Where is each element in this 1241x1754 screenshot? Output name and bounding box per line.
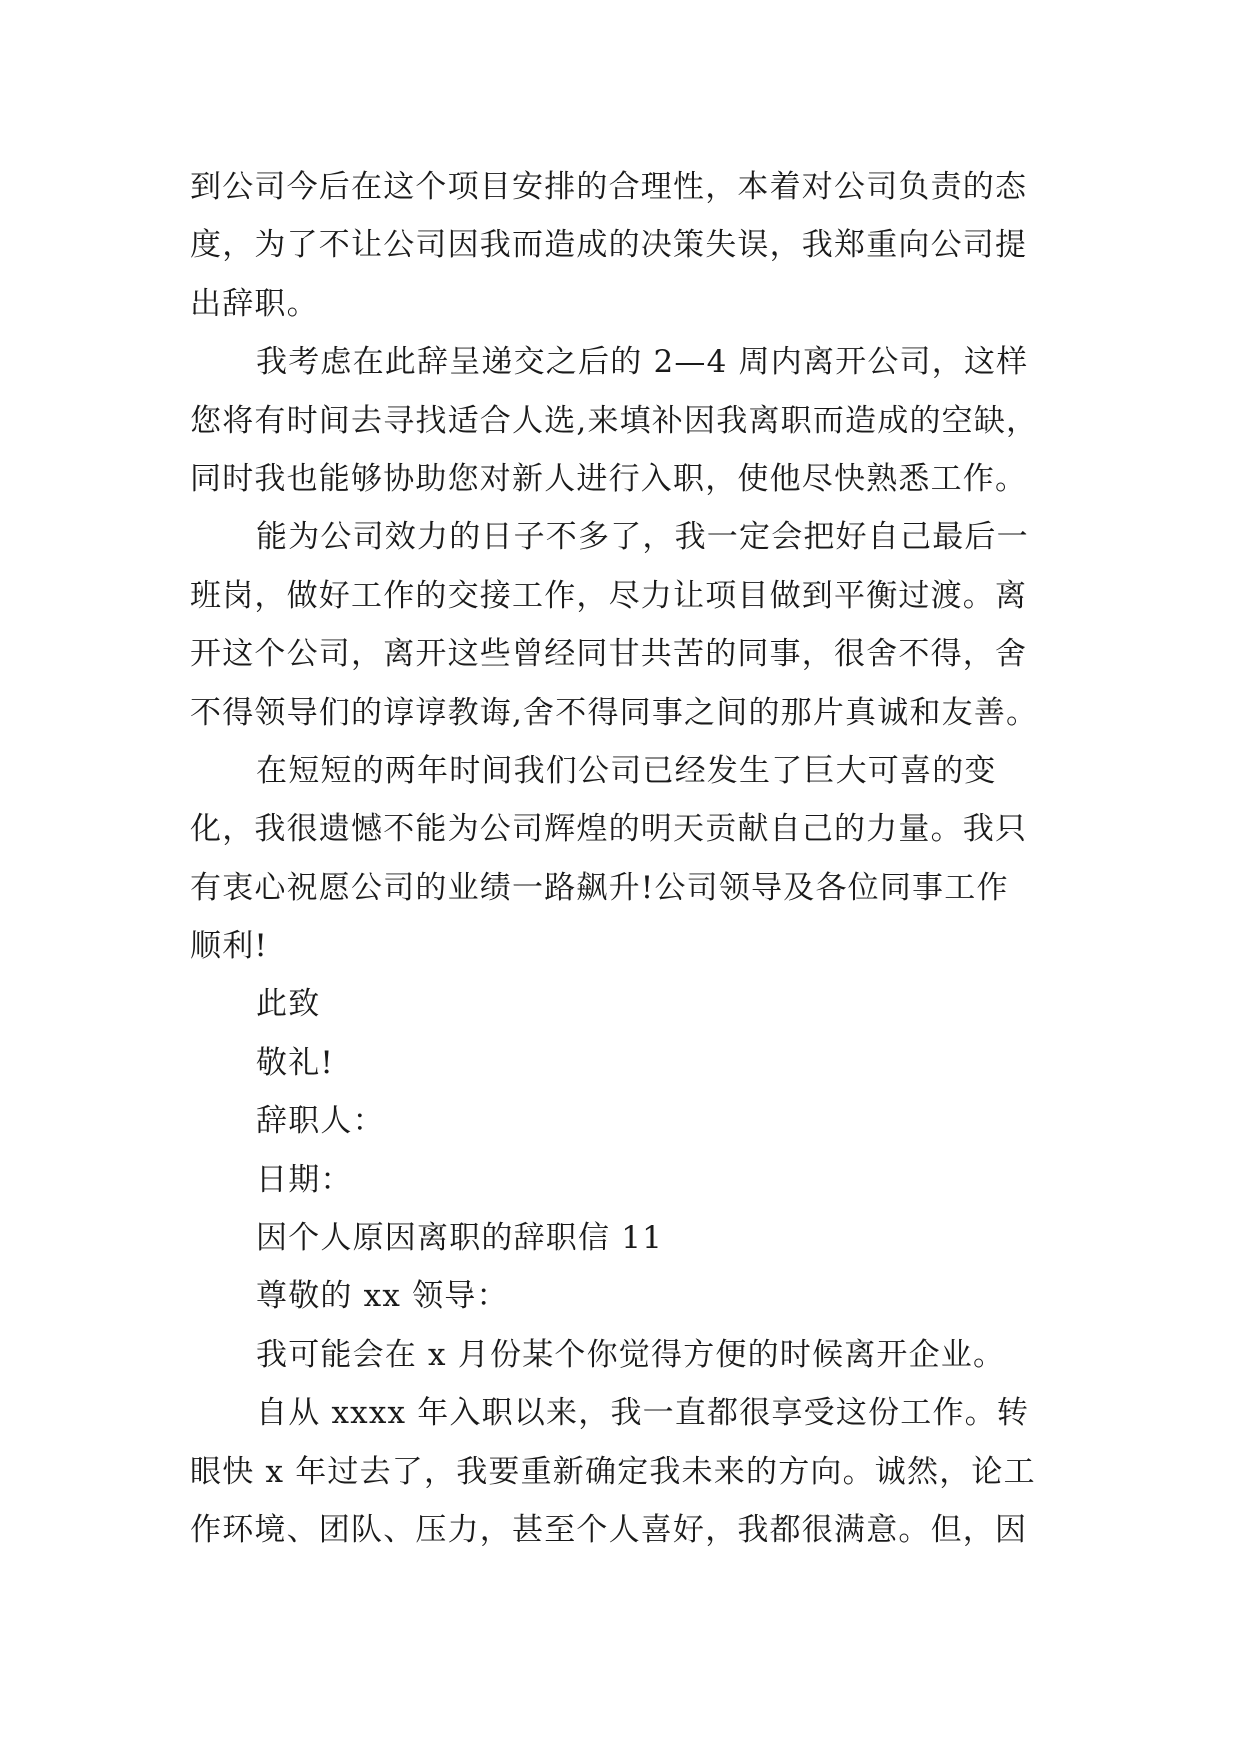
text-line-8: 班岗，做好工作的交接工作，尽力让项目做到平衡过渡。离 [190, 577, 1028, 614]
text-line-14: 顺利! [190, 928, 269, 965]
text-line-1: 到公司今后在这个项目安排的合理性，本着对公司负责的态 [190, 169, 1028, 205]
text-line-10: 不得领导们的谆谆教诲,舍不得同事之间的那片真诚和友善。 [190, 694, 1039, 731]
text-line-22: 自从 xxxx 年入职以来，我一直都很享受这份工作。转 [256, 1395, 1030, 1432]
text-line-13: 有衷心祝愿公司的业绩一路飙升!公司领导及各位同事工作 [190, 869, 1009, 906]
text-line-12: 化，我很遗憾不能为公司辉煌的明天贡献自己的力量。我只 [190, 811, 1028, 848]
text-line-7: 能为公司效力的日子不多了，我一定会把好自己最后一 [256, 519, 1029, 556]
date-label: 日期： [256, 1161, 353, 1198]
text-line-24: 作环境、团队、压力，甚至个人喜好，我都很满意。但，因 [190, 1511, 1028, 1548]
text-line-3: 出辞职。 [190, 285, 319, 322]
text-line-21: 我可能会在 x 月份某个你觉得方便的时候离开企业。 [256, 1336, 1006, 1373]
closing-salutation: 此致 [256, 986, 321, 1023]
greeting: 尊敬的 xx 领导： [256, 1278, 509, 1315]
signature-label: 辞职人： [256, 1103, 385, 1140]
letter-body [190, 158, 1070, 1559]
section-title: 因个人原因离职的辞职信 11 [256, 1220, 664, 1257]
text-line-2: 度，为了不让公司因我而造成的决策失误，我郑重向公司提 [190, 227, 1028, 264]
text-line-6: 同时我也能够协助您对新人进行入职，使他尽快熟悉工作。 [190, 460, 1028, 497]
text-line-11: 在短短的两年时间我们公司已经发生了巨大可喜的变 [256, 752, 997, 789]
closing-regards: 敬礼! [256, 1044, 335, 1081]
text-line-4: 我考虑在此辞呈递交之后的 2—4 周内离开公司，这样 [256, 344, 1029, 381]
text-line-23: 眼快 x 年过去了，我要重新确定我未来的方向。诚然，论工 [190, 1453, 1036, 1490]
text-line-9: 开这个公司，离开这些曾经同甘共苦的同事，很舍不得，舍 [190, 636, 1028, 673]
text-line-5: 您将有时间去寻找适合人选,来填补因我离职而造成的空缺， [190, 402, 1039, 439]
